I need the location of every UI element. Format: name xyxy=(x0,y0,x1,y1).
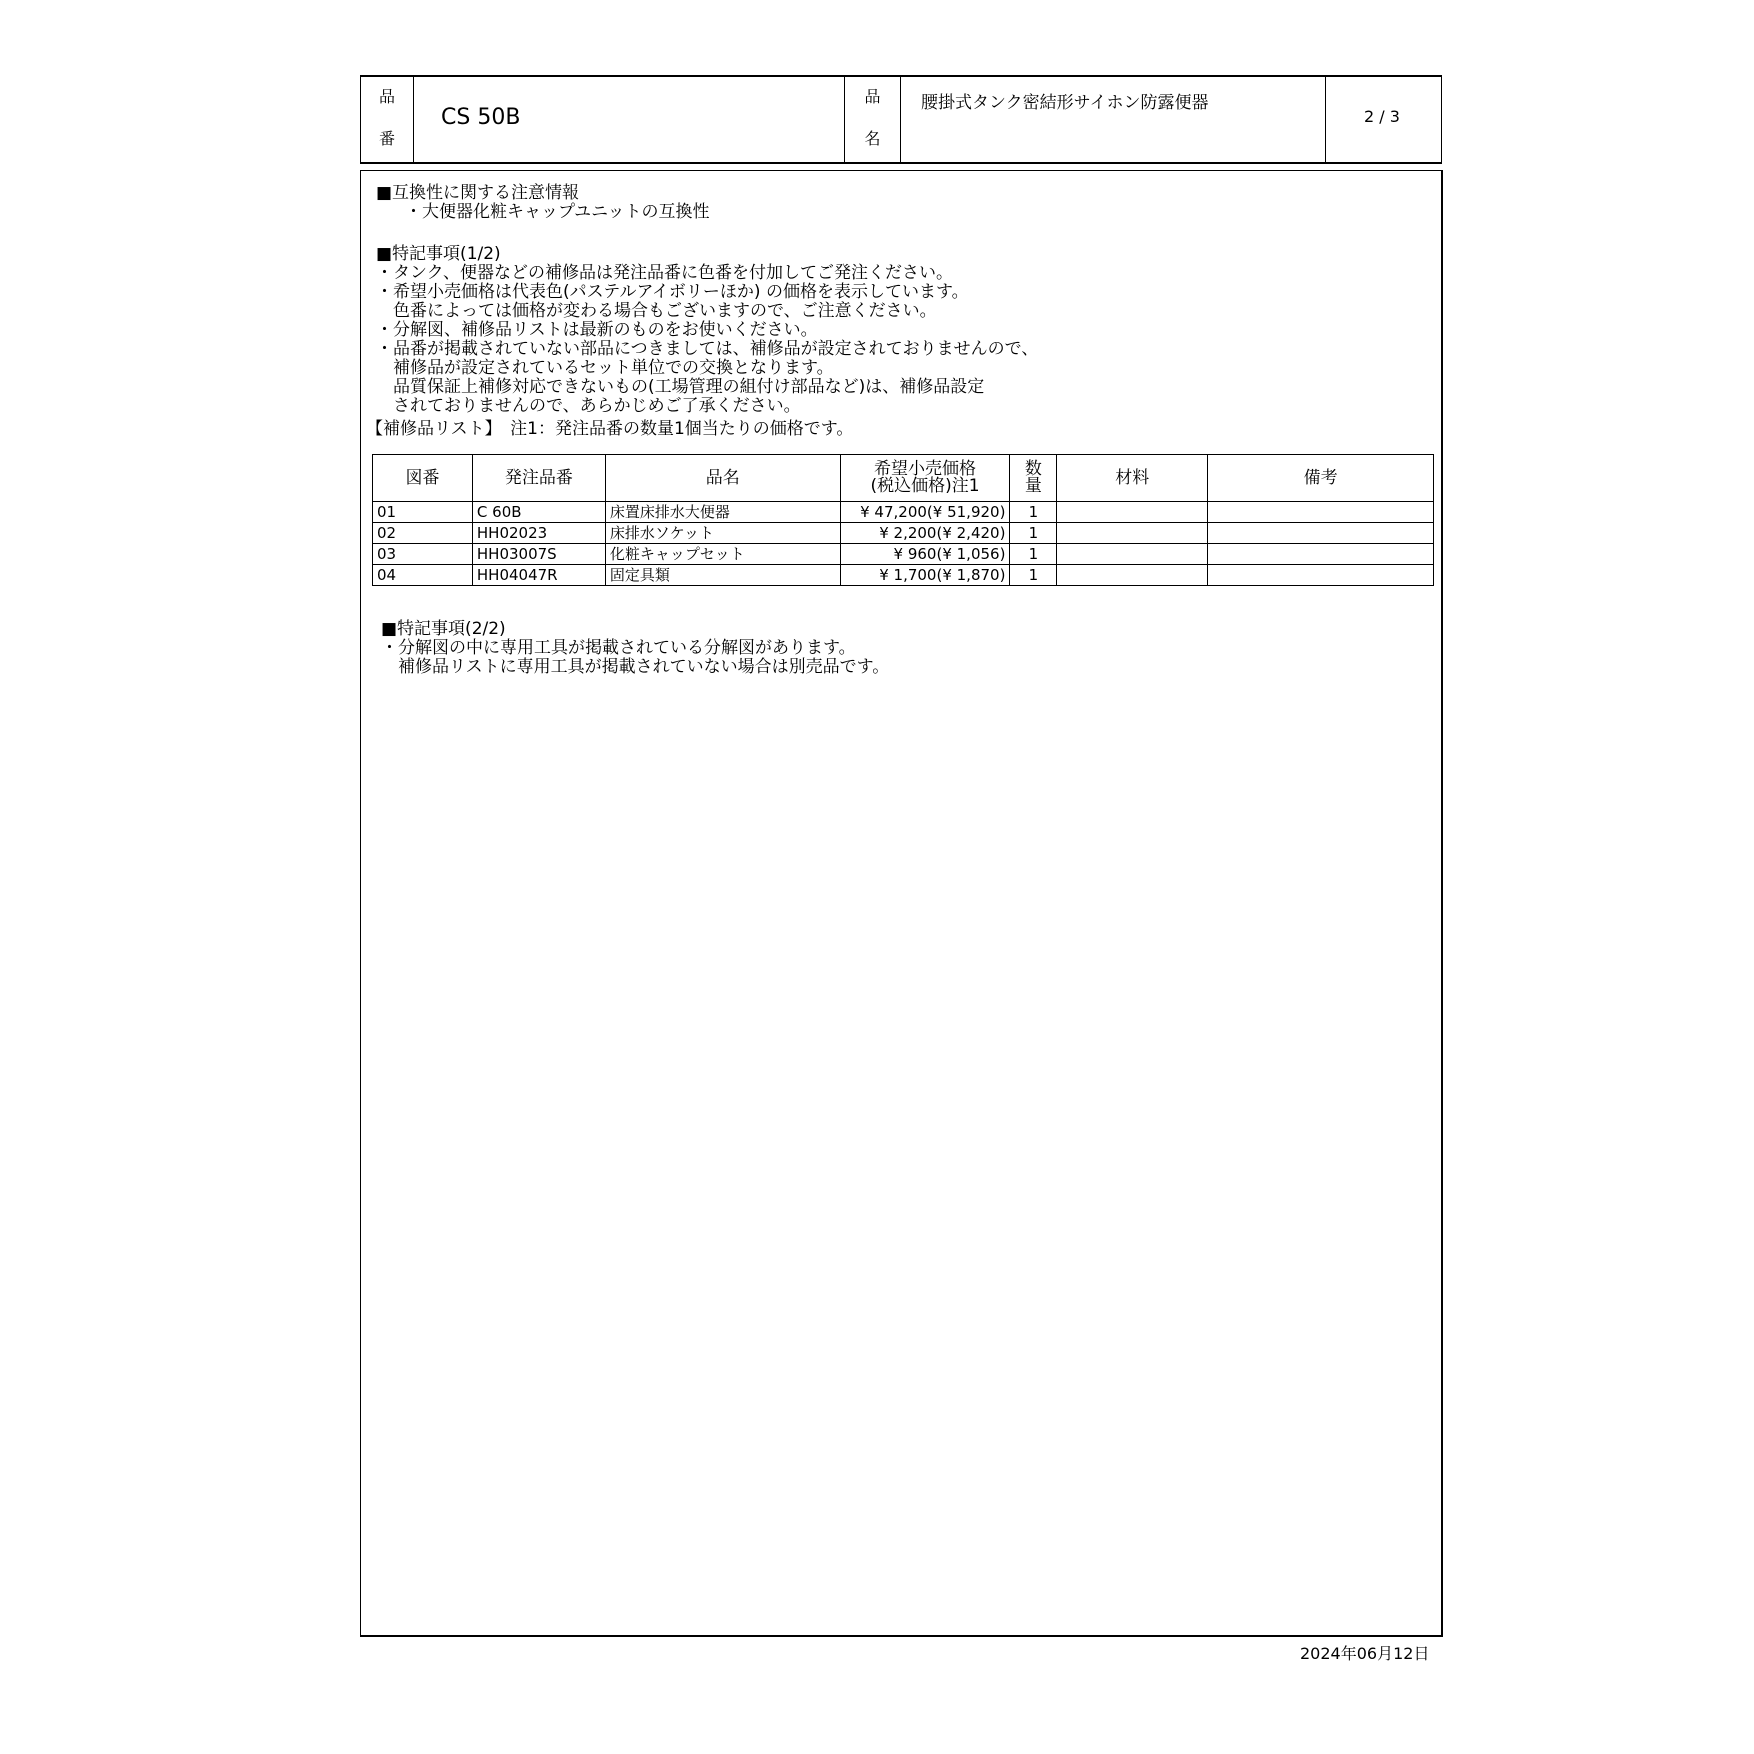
cell-remarks xyxy=(1208,544,1434,565)
cell-price: ¥ 1,700(¥ 1,870) xyxy=(840,565,1010,586)
cell-qty: 1 xyxy=(1010,544,1057,565)
special1-title: ■特記事項(1/2) xyxy=(376,244,501,264)
special1-line: 補修品が設定されているセット単位での交換となります。 xyxy=(376,358,834,378)
cell-order-no: C 60B xyxy=(472,502,605,523)
issue-date: 2024年06月12日 xyxy=(1300,1644,1430,1663)
cell-remarks xyxy=(1208,502,1434,523)
col-header-zuban: 図番 xyxy=(373,455,473,502)
cell-zuban: 01 xyxy=(373,502,473,523)
cell-material xyxy=(1057,544,1208,565)
special2-title: ■特記事項(2/2) xyxy=(381,619,506,639)
col-header-remarks: 備考 xyxy=(1208,455,1434,502)
hinban-label-cell xyxy=(361,77,414,162)
cell-name: 固定具類 xyxy=(605,565,840,586)
hinmei-label-1: 品 xyxy=(864,87,881,106)
table-header-row xyxy=(373,455,1434,502)
cell-order-no: HH02023 xyxy=(472,523,605,544)
hinmei-label-cell xyxy=(845,77,901,162)
col-header-material: 材料 xyxy=(1057,455,1208,502)
hinmei-value: 腰掛式タンク密結形サイホン防露便器 xyxy=(921,93,1209,113)
cell-zuban: 03 xyxy=(373,544,473,565)
cell-remarks xyxy=(1208,523,1434,544)
cell-order-no: HH04047R xyxy=(472,565,605,586)
document-header xyxy=(360,75,1442,164)
col-header-qty xyxy=(1010,455,1057,502)
special1-line: ・分解図、補修品リストは最新のものをお使いください。 xyxy=(376,320,818,340)
cell-qty: 1 xyxy=(1010,502,1057,523)
cell-zuban: 02 xyxy=(373,523,473,544)
cell-price: ¥ 960(¥ 1,056) xyxy=(840,544,1010,565)
hinban-label-2: 番 xyxy=(378,129,395,148)
col-header-price xyxy=(840,455,1010,502)
hinban-label-1: 品 xyxy=(378,87,395,106)
page-number-cell xyxy=(1326,77,1443,162)
qty-header-line2: 量 xyxy=(1024,476,1042,496)
table-row xyxy=(373,523,1434,544)
cell-name: 化粧キャップセット xyxy=(605,544,840,565)
hinban-value: CS 50B xyxy=(441,105,521,130)
cell-material xyxy=(1057,523,1208,544)
special1-line: ・品番が掲載されていない部品につきましては、補修品が設定されておりませんので、 xyxy=(376,339,1039,359)
hinban-value-cell xyxy=(414,77,845,162)
cell-qty: 1 xyxy=(1010,523,1057,544)
hinmei-value-cell xyxy=(901,77,1326,162)
special1-line: されておりませんので、あらかじめご了承ください。 xyxy=(376,396,801,416)
special2-line: ・分解図の中に専用工具が掲載されている分解図があります。 xyxy=(381,638,856,658)
parts-table xyxy=(372,454,1434,586)
compat-item: ・大便器化粧キャップユニットの互換性 xyxy=(405,202,710,222)
price-header-line1: 希望小売価格 xyxy=(874,459,976,479)
cell-zuban: 04 xyxy=(373,565,473,586)
special1-line: ・タンク、便器などの補修品は発注品番に色番を付加してご発注ください。 xyxy=(376,263,953,283)
table-row xyxy=(373,565,1434,586)
qty-header-line1: 数 xyxy=(1024,459,1042,479)
cell-price: ¥ 47,200(¥ 51,920) xyxy=(840,502,1010,523)
col-header-order-no: 発注品番 xyxy=(472,455,605,502)
cell-order-no: HH03007S xyxy=(472,544,605,565)
special1-line: ・希望小売価格は代表色(パステルアイボリーほか) の価格を表示しています。 xyxy=(376,282,969,302)
special1-line: 品質保証上補修対応できないもの(工場管理の組付け部品など)は、補修品設定 xyxy=(376,377,985,397)
col-header-name: 品名 xyxy=(605,455,840,502)
table-row xyxy=(373,502,1434,523)
cell-name: 床排水ソケット xyxy=(605,523,840,544)
cell-material xyxy=(1057,502,1208,523)
cell-remarks xyxy=(1208,565,1434,586)
cell-qty: 1 xyxy=(1010,565,1057,586)
compat-title: ■互換性に関する注意情報 xyxy=(376,183,580,203)
cell-material xyxy=(1057,565,1208,586)
cell-name: 床置床排水大便器 xyxy=(605,502,840,523)
hinmei-label-2: 名 xyxy=(864,129,881,148)
special2-line: 補修品リストに専用工具が掲載されていない場合は別売品です。 xyxy=(381,657,890,677)
parts-list-title: 【補修品リスト】 注1：発注品番の数量1個当たりの価格です。 xyxy=(366,419,854,439)
cell-price: ¥ 2,200(¥ 2,420) xyxy=(840,523,1010,544)
page-number: 2 / 3 xyxy=(1364,107,1400,126)
special1-line: 色番によっては価格が変わる場合もございますので、ご注意ください。 xyxy=(376,301,937,321)
table-row xyxy=(373,544,1434,565)
price-header-line2: (税込価格)注1 xyxy=(870,476,980,496)
